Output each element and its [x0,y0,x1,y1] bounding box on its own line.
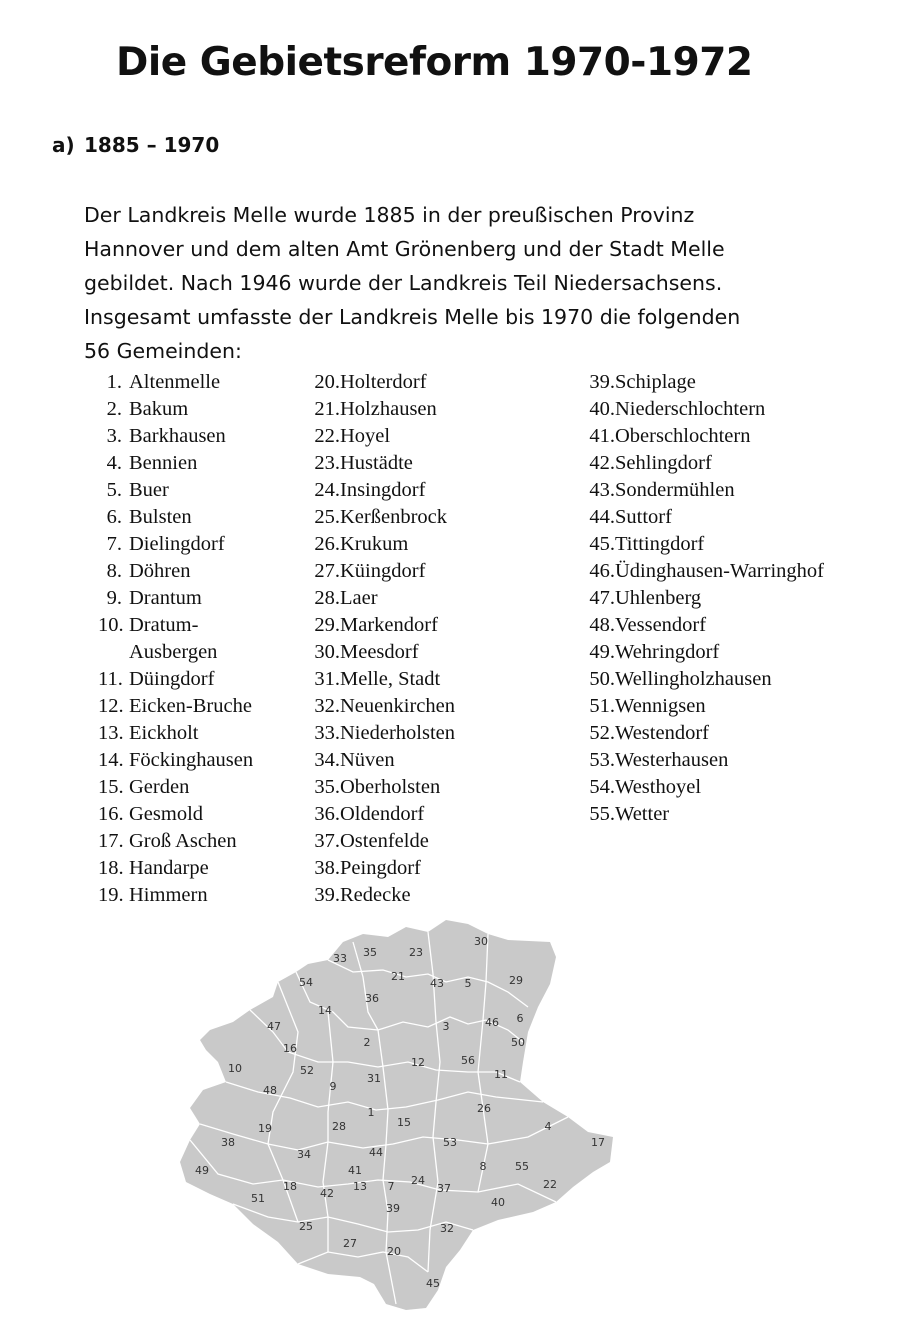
municipality-name: Dielingdorf [129,533,225,555]
municipality-name: Holterdorf [340,371,427,393]
municipality-name: Dratum-Ausbergen [129,614,218,663]
municipality-number: 3. [106,425,122,447]
district-number: 54 [299,976,313,989]
municipality-name: Himmern [129,884,208,906]
municipality-number: 33. [314,722,340,744]
district-number: 32 [440,1222,454,1235]
municipality-name: Oberholsten [340,776,441,798]
municipality-name: Wehringdorf [615,641,720,663]
section-letter: a) [52,133,75,157]
municipality-number: 28. [314,587,340,609]
municipality-number: 17. [98,830,124,852]
municipality-name: Buer [129,479,169,501]
municipality-number: 46. [589,560,615,582]
municipality-number: 24. [314,479,340,501]
municipality-number: 15. [98,776,124,798]
district-number: 11 [494,1068,508,1081]
district-number: 23 [409,946,423,959]
district-number: 1 [367,1106,375,1119]
district-number: 38 [221,1136,235,1149]
district-number: 26 [477,1102,491,1115]
municipality-number: 14. [98,749,124,771]
municipality-name: Eickholt [129,722,199,744]
district-number: 48 [263,1084,277,1097]
municipality-name: Sehlingdorf [615,452,712,474]
district-number: 19 [258,1122,272,1135]
district-number: 52 [300,1064,314,1077]
municipality-name: Handarpe [129,857,209,879]
district-number: 17 [591,1136,605,1149]
district-number: 36 [365,992,379,1005]
district-number: 33 [333,952,347,965]
district-number: 7 [387,1180,395,1193]
municipality-number: 41. [589,425,615,447]
municipality-number: 49. [589,641,615,663]
municipality-number: 8. [106,560,122,582]
district-number: 50 [511,1036,525,1049]
municipality-number: 27. [314,560,340,582]
municipality-number: 9. [106,587,122,609]
intro-line: Hannover und dem alten Amt Grönenberg und der Stadt Melle [84,237,725,261]
district-number: 31 [367,1072,381,1085]
district-number: 9 [329,1080,337,1093]
municipality-number: 2. [106,398,122,420]
municipality-number: 5. [106,479,122,501]
intro-line: gebildet. Nach 1946 wurde der Landkreis Teil Niedersachsens. [84,271,723,295]
municipality-name: Tittingdorf [615,533,705,555]
municipality-number: 52. [589,722,615,744]
municipality-number: 7. [106,533,122,555]
municipality-name: Döhren [129,560,191,582]
municipality-name: Groß Aschen [129,830,237,852]
municipality-number: 4. [106,452,122,474]
district-number: 40 [491,1196,505,1209]
section-label: 1885 – 1970 [84,133,220,157]
page-title: Die Gebietsreform 1970-1972 [116,40,753,85]
municipality-name: Üdinghausen-Warringhof [615,560,824,582]
municipality-number: 37. [314,830,340,852]
municipality-name: Altenmelle [129,371,221,393]
district-number: 15 [397,1116,411,1129]
district-number: 53 [443,1136,457,1149]
municipality-name: Drantum [129,587,202,609]
municipality-name: Westendorf [615,722,709,744]
municipality-name: Insingdorf [340,479,426,501]
municipality-name: Sondermühlen [615,479,735,501]
intro-line: Insgesamt umfasste der Landkreis Melle bis 1970 die folgenden [84,305,741,329]
municipality-name: Peingdorf [340,857,421,879]
district-number: 43 [430,977,444,990]
municipality-name: Schiplage [615,371,696,393]
district-number: 22 [543,1178,557,1191]
district-number: 45 [426,1277,440,1290]
district-number: 49 [195,1164,209,1177]
municipality-number: 6. [106,506,122,528]
municipality-number: 35. [314,776,340,798]
municipality-name: Wetter [615,803,670,825]
district-number: 37 [437,1182,451,1195]
municipality-name: Nüven [340,749,395,771]
municipality-number: 19. [98,884,124,906]
district-number: 34 [297,1148,311,1161]
municipality-number: 16. [98,803,124,825]
section-heading [52,133,219,157]
municipality-name: Ostenfelde [340,830,429,852]
municipality-name: Hustädte [340,452,413,474]
municipality-number: 12. [98,695,124,717]
municipality-name: Markendorf [340,614,438,636]
municipality-number: 44. [589,506,615,528]
municipality-name: Gerden [129,776,190,798]
district-number: 20 [387,1245,401,1258]
municipality-number: 39. [589,371,615,393]
municipality-number: 40. [589,398,615,420]
municipality-name: Meesdorf [340,641,419,663]
municipality-number: 26. [314,533,340,555]
municipality-name: Düingdorf [129,668,215,690]
municipality-number: 53. [589,749,615,771]
municipality-number: 50. [589,668,615,690]
municipality-name: Oldendorf [340,803,425,825]
district-number: 35 [363,946,377,959]
municipality-name: Kerßenbrock [340,506,448,528]
municipality-number: 45. [589,533,615,555]
municipality-name: Holzhausen [340,398,437,420]
municipality-name: Uhlenberg [615,587,702,609]
municipality-name: Krukum [340,533,409,555]
municipality-number: 18. [98,857,124,879]
municipality-number: 39. [314,884,340,906]
municipality-number: 36. [314,803,340,825]
municipality-number: 11. [98,668,123,690]
municipality-number: 20. [314,371,340,393]
municipality-number: 42. [589,452,615,474]
municipality-number: 25. [314,506,340,528]
intro-line: Der Landkreis Melle wurde 1885 in der preußischen Provinz [84,203,695,227]
district-number: 24 [411,1174,425,1187]
municipality-name: Niederschlochtern [615,398,766,420]
municipality-name: Hoyel [340,425,391,447]
municipality-number: 23. [314,452,340,474]
district-number: 41 [348,1164,362,1177]
district-number: 39 [386,1202,400,1215]
municipality-name: Wellingholzhausen [615,668,772,690]
district-number: 6 [516,1012,524,1025]
intro-paragraph [84,198,844,368]
district-number: 51 [251,1192,265,1205]
municipality-number: 1. [106,371,122,393]
district-number: 42 [320,1187,334,1200]
municipality-name: Niederholsten [340,722,455,744]
district-number: 21 [391,970,405,983]
district-number: 5 [464,977,472,990]
district-number: 47 [267,1020,281,1033]
municipality-name: Gesmold [129,803,204,825]
municipality-number: 34. [314,749,340,771]
district-number: 3 [442,1020,450,1033]
district-number: 27 [343,1237,357,1250]
district-number: 10 [228,1062,242,1075]
district-number: 55 [515,1160,529,1173]
municipality-name: Westhoyel [615,776,702,798]
district-number: 8 [479,1160,487,1173]
municipality-number: 32. [314,695,340,717]
municipality-number: 48. [589,614,615,636]
municipality-name: Küingdorf [340,560,426,582]
municipality-number: 30. [314,641,340,663]
district-number: 46 [485,1016,499,1029]
municipality-number: 51. [589,695,615,717]
municipality-name: Wennigsen [615,695,706,717]
municipality-number: 47. [589,587,615,609]
municipality-name: Laer [340,587,378,609]
municipality-number: 43. [589,479,615,501]
municipality-name: Barkhausen [129,425,226,447]
district-number: 29 [509,974,523,987]
municipality-name: Redecke [340,884,411,906]
municipality-number: 10. [98,614,124,636]
municipality-name: Westerhausen [615,749,729,771]
district-number: 28 [332,1120,346,1133]
district-number: 13 [353,1180,367,1193]
district-number: 4 [544,1120,552,1133]
district-number: 30 [474,935,488,948]
district-map [178,912,618,1312]
municipality-number: 54. [589,776,615,798]
district-number: 14 [318,1004,332,1017]
district-number: 12 [411,1056,425,1069]
district-number: 25 [299,1220,313,1233]
municipality-number: 29. [314,614,340,636]
municipality-name: Föckinghausen [129,749,254,771]
municipality-number: 31. [314,668,340,690]
intro-line: 56 Gemeinden: [84,339,242,363]
district-number: 2 [363,1036,371,1049]
district-number: 18 [283,1180,297,1193]
municipality-number: 21. [314,398,340,420]
municipality-name: Bulsten [129,506,192,528]
municipality-number: 55. [589,803,615,825]
municipality-name: Oberschlochtern [615,425,751,447]
municipality-name: Suttorf [615,506,672,528]
municipality-number: 38. [314,857,340,879]
municipality-number: 22. [314,425,340,447]
district-number: 44 [369,1146,383,1159]
district-number: 56 [461,1054,475,1067]
municipality-name: Vessendorf [615,614,707,636]
municipality-name: Eicken-Bruche [129,695,252,717]
municipality-number: 13. [98,722,124,744]
municipality-name: Bakum [129,398,189,420]
municipality-name: Neuenkirchen [340,695,455,717]
municipality-name: Bennien [129,452,198,474]
district-number: 16 [283,1042,297,1055]
municipality-name: Melle, Stadt [340,668,441,690]
